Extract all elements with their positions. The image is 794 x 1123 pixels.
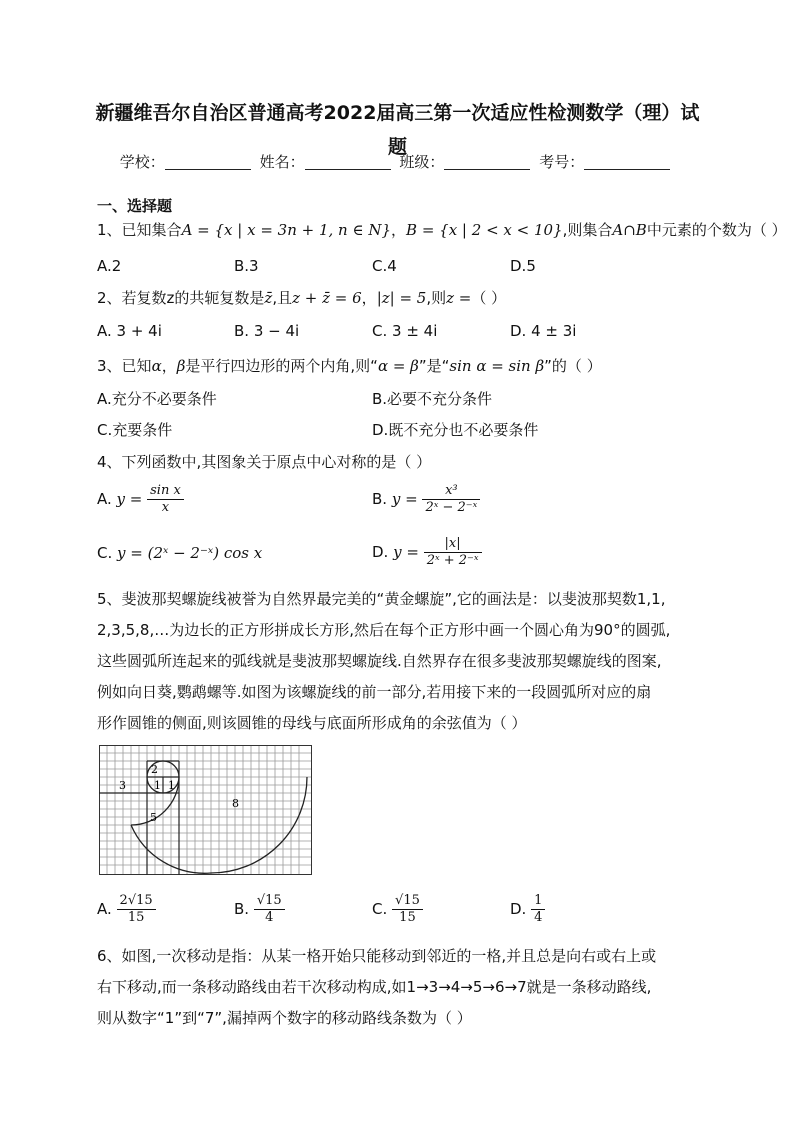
q2-option-c[interactable]: C. 3 ± 4i [372,322,438,340]
fraction [424,536,482,569]
class-label: 班级： [399,153,445,171]
fibonacci-spiral-figure [99,745,312,875]
option-label: C. [97,544,113,562]
q2-comma: ， [361,289,377,307]
grid-lines [99,745,312,875]
numerator: x³ [422,483,480,500]
question-number: 5、 [97,590,122,608]
denominator: 2ˣ − 2⁻ˣ [425,500,478,515]
q5-text: 斐波那契螺旋线被誉为自然界最完美的“黄金螺旋”,它的画法是：以斐波那契数1,1, [121,590,666,608]
q6-line: 右下移动,而一条移动路线由若干次移动构成,如1→3→4→5→6→7就是一条移动路线, [97,978,652,996]
q1-intersection: A∩B [612,221,647,239]
q1-set-a: A = {x | x = 3n + 1, n ∈ N} [181,221,392,239]
q3-option-d[interactable]: D.既不充分也不必要条件 [372,421,539,439]
denominator: x [161,500,170,515]
option-lhs: y = [393,543,419,561]
q5-option-c[interactable] [372,893,423,926]
option-label: B. [372,490,388,508]
denominator: 4 [534,910,543,925]
q6-line: 则从数字“1”到“7”,漏掉两个数字的移动路线条数为（ ） [97,1009,472,1027]
figure-label-1a: 1 [154,779,161,792]
school-field[interactable] [165,153,251,170]
q1-option-c[interactable]: C.4 [372,257,397,275]
figure-label-3: 3 [119,779,126,792]
q5-line: 2,3,5,8,…为边长的正方形拼成长方形,然后在每个正方形中画一个圆心角为90°的圆弧, [97,621,671,639]
option-lhs: y = [116,490,143,508]
q2-condition-2: |z| = 5 [376,289,427,307]
q2-text: 若复数z的共轭复数是 [121,289,265,307]
fraction [422,483,480,516]
numerator: sin x [147,483,184,500]
class-field[interactable] [444,153,530,170]
question-number: 3、 [97,357,122,375]
denominator: 15 [399,910,416,925]
question-4-stem [97,451,431,472]
question-2-stem [97,287,506,308]
numerator: √15 [392,893,423,910]
exam-number-label: 考号： [539,153,585,171]
figure-label-2: 2 [151,763,158,776]
q3-option-b[interactable]: B.必要不充分条件 [372,390,493,408]
q5-option-a[interactable] [97,893,156,926]
q3-option-c[interactable]: C.充要条件 [97,421,173,439]
q1-option-d[interactable]: D.5 [510,257,536,275]
option-label: A. [97,490,112,508]
exam-number-field[interactable] [584,153,670,170]
q3-text-3: ”是“ [418,357,450,375]
question-1-stem [97,219,787,240]
fraction [531,893,545,926]
q3-text-2: 是平行四边形的两个内角,则“ [185,357,378,375]
q2-option-d[interactable]: D. 4 ± 3i [510,322,577,340]
denominator: 2ˣ + 2⁻ˣ [426,553,479,568]
numerator: 1 [531,893,545,910]
q3-text-4: ”的（ ） [544,357,602,375]
question-number: 1、 [97,221,122,239]
q2-condition-1: z + z̄ = 6 [292,289,362,307]
q2-text-4: （ ） [471,289,507,307]
question-5-stem [97,584,697,739]
q3-alpha: α [151,357,162,375]
q1-text: 已知集合 [121,221,182,239]
question-3-stem [97,355,602,376]
fraction [254,893,285,926]
q1-text-2: ,则集合 [562,221,613,239]
q1-set-b: B = {x | 2 < x < 10} [406,221,563,239]
student-info-row [0,151,794,172]
q1-option-b[interactable]: B.3 [234,257,259,275]
q5-line: 这些圆弧所连起来的弧线就是斐波那契螺旋线.自然界存在很多斐波那契螺旋线的图案, [97,652,662,670]
name-field[interactable] [305,153,391,170]
q2-ask: z = [446,289,472,307]
name-label: 姓名： [259,153,305,171]
q3-equation-2: sin α = sin β [449,357,545,375]
q4-text: 下列函数中,其图象关于原点中心对称的是（ ） [121,453,432,471]
section-heading: 一、选择题 [97,197,173,215]
exam-title: 新疆维吾尔自治区普通高考2022届高三第一次适应性检测数学（理）试题 [95,102,700,158]
q5-line [97,584,697,615]
q1-comma: ， [391,221,407,239]
school-label: 学校： [119,153,165,171]
q5-option-d[interactable] [510,893,545,926]
q5-line: 例如向日葵,鹦鹉螺等.如图为该螺旋线的前一部分,若用接下来的一段圆弧所对应的扇 [97,683,652,701]
q6-text: 如图,一次移动是指：从某一格开始只能移动到邻近的一格,并且总是向右或右上或 [121,947,657,965]
q2-text-2: ,且 [272,289,293,307]
q5-line: 形作圆锥的侧面,则该圆锥的母线与底面所形成角的余弦值为（ ） [97,714,527,732]
q5-option-b[interactable] [234,893,285,926]
q3-beta: β [176,357,186,375]
q2-text-3: ,则 [426,289,447,307]
q1-text-3: 中元素的个数为（ ） [646,221,787,239]
fraction [392,893,423,926]
figure-label-1b: 1 [168,779,175,792]
q4-option-b[interactable] [372,483,480,516]
q3-text: 已知 [121,357,152,375]
option-label: A. [97,900,112,918]
q3-comma: ， [161,357,177,375]
q3-equation-1: α = β [377,357,419,375]
q3-option-a[interactable]: A.充分不必要条件 [97,390,217,408]
denominator: 15 [127,910,145,925]
numerator: √15 [254,893,285,910]
figure-label-5: 5 [150,811,157,824]
option-expression: y = (2ˣ − 2⁻ˣ) cos x [117,544,263,562]
question-6-stem [97,941,697,1034]
option-label: D. [372,543,389,561]
question-number: 2、 [97,289,122,307]
option-label: C. [372,900,388,918]
q2-conjugate: z̄ [264,289,273,307]
option-label: D. [510,900,527,918]
q2-option-a[interactable]: A. 3 + 4i [97,322,162,340]
q4-option-c[interactable] [97,544,262,562]
fraction [117,893,156,926]
q1-option-a[interactable]: A.2 [97,257,122,275]
figure-label-8: 8 [232,797,239,810]
q2-option-b[interactable]: B. 3 − 4i [234,322,300,340]
numerator: |x| [424,536,482,553]
option-lhs: y = [391,490,418,508]
q6-line [97,941,697,972]
q4-option-d[interactable] [372,536,482,569]
question-number: 4、 [97,453,122,471]
denominator: 4 [265,910,274,925]
q4-option-a[interactable] [97,483,184,516]
question-number: 6、 [97,947,122,965]
option-label: B. [234,900,250,918]
fraction [147,483,184,516]
numerator: 2√15 [117,893,156,910]
